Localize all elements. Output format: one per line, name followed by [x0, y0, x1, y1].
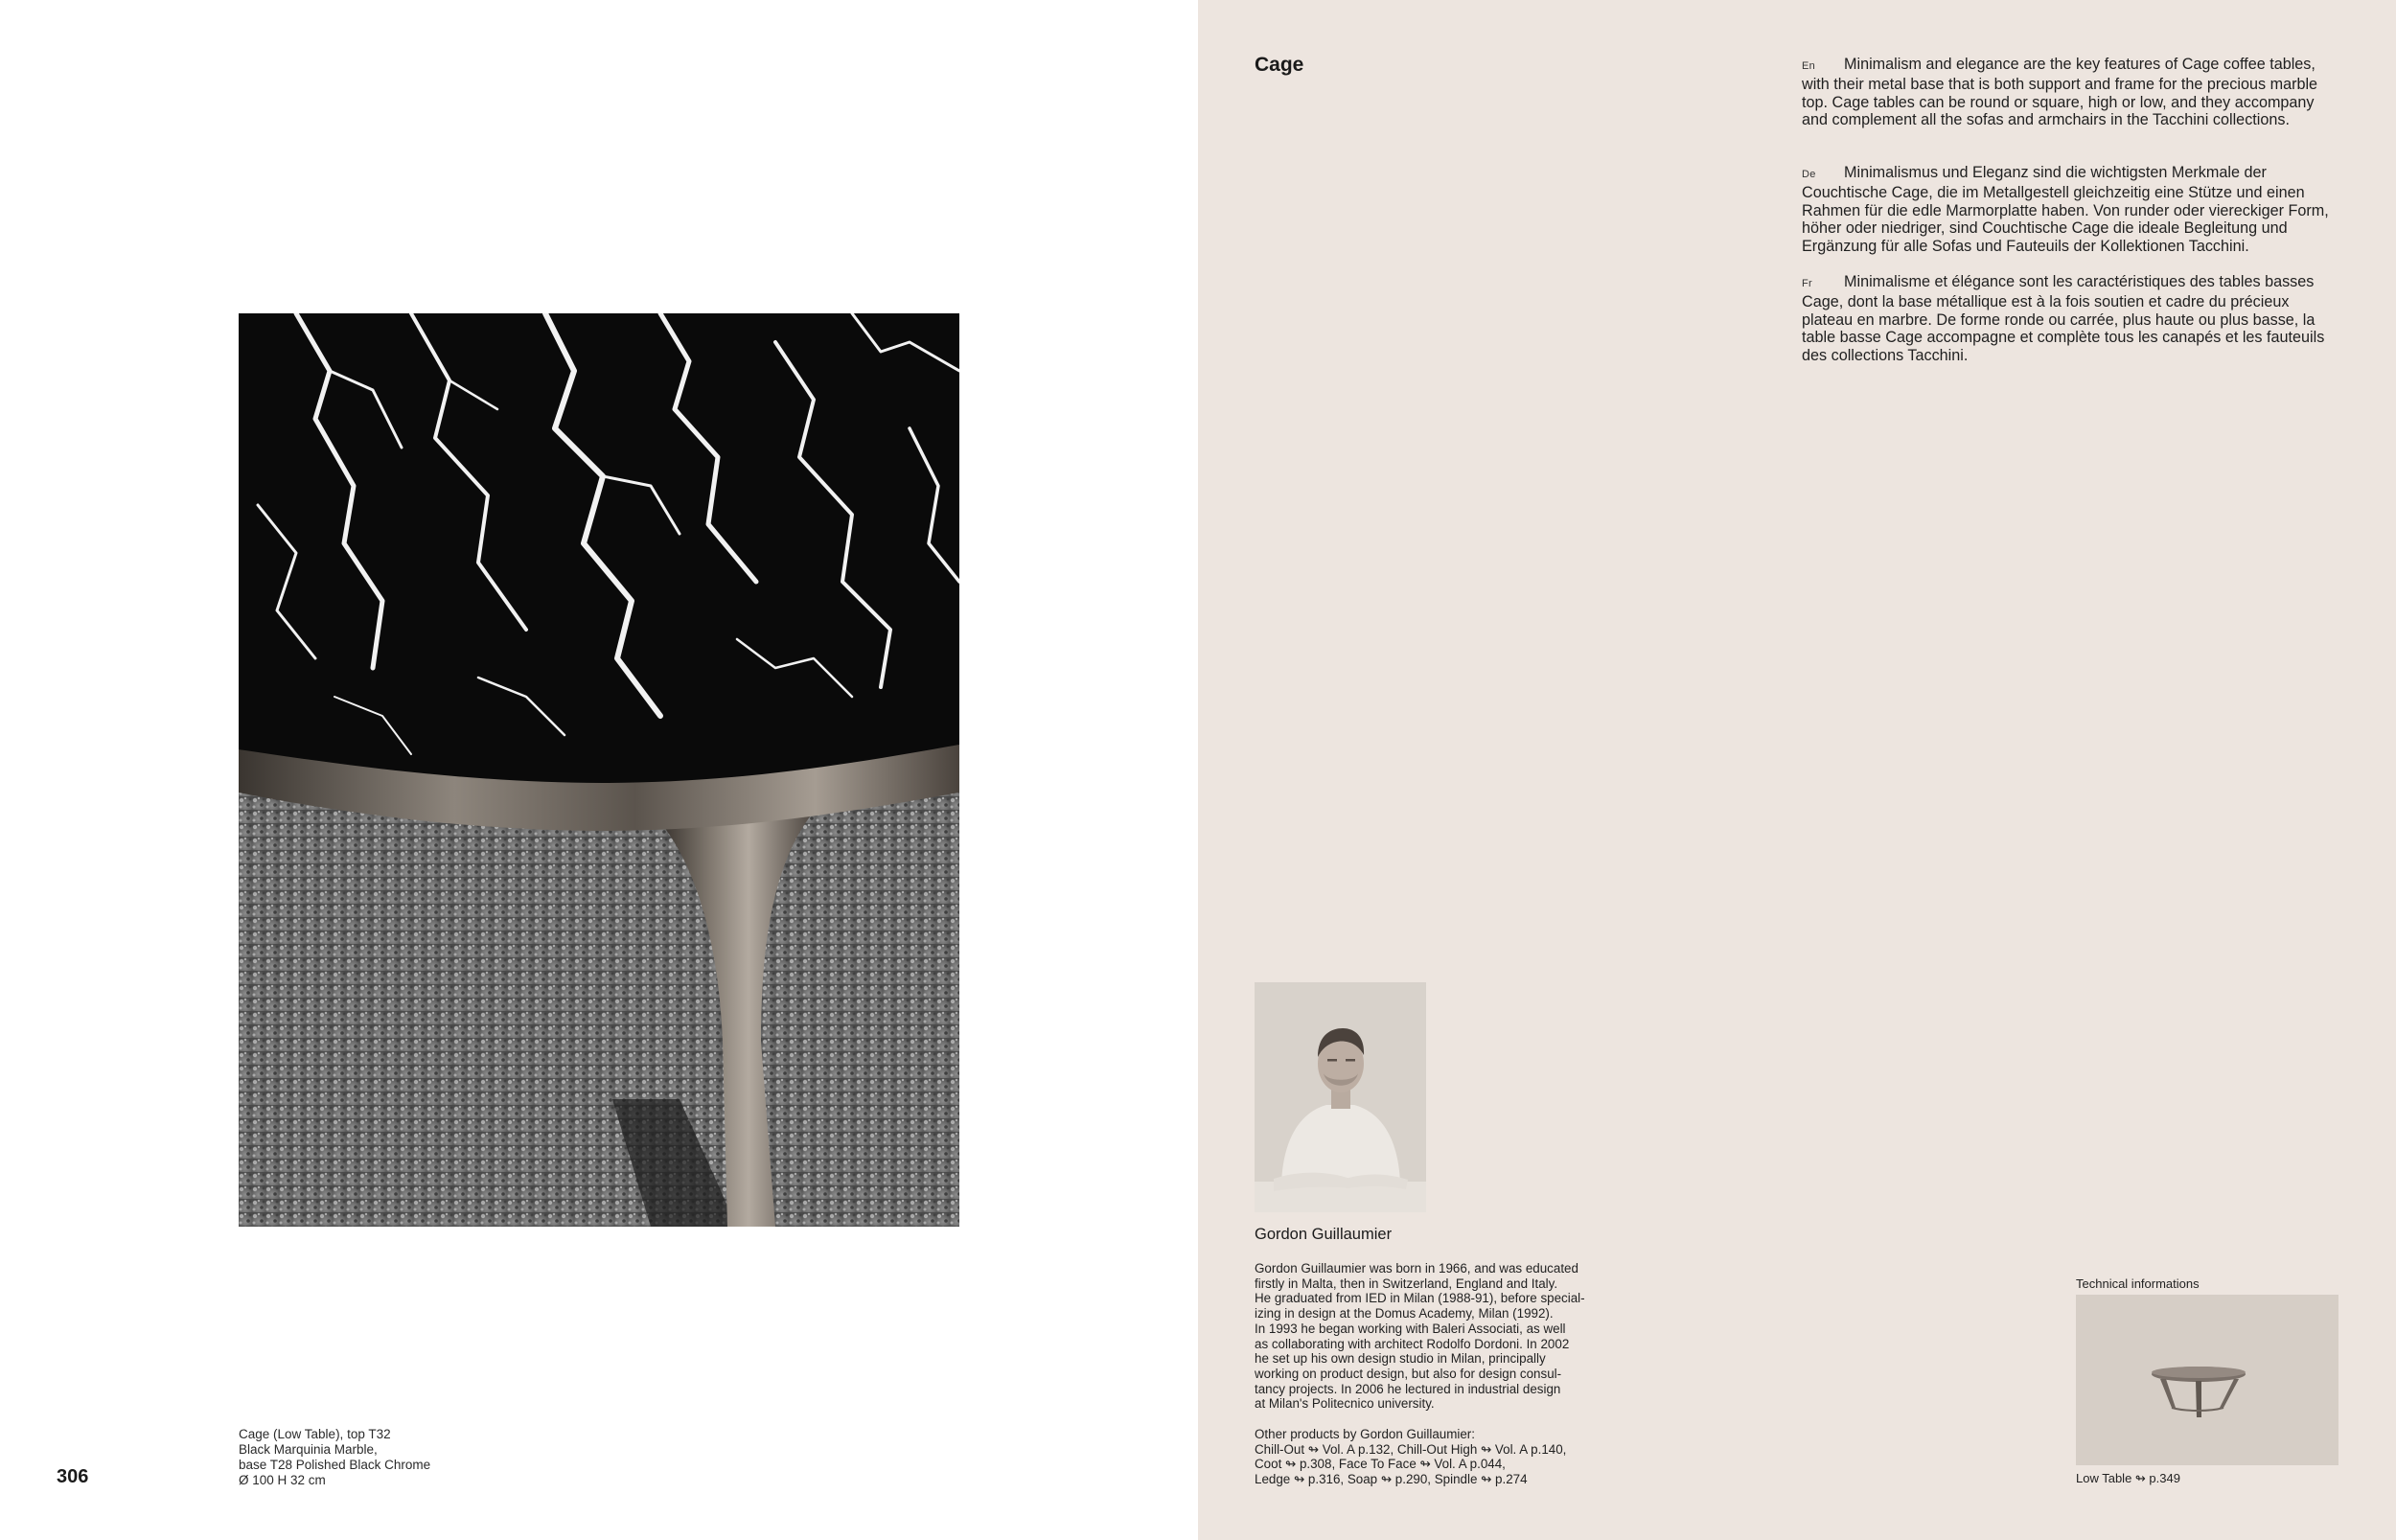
bio-line: He graduated from IED in Milan (1988-91), before special-: [1255, 1291, 1585, 1306]
bio-line: as collaborating with architect Rodolfo Dordoni. In 2002: [1255, 1336, 1570, 1351]
caption-line: Ø 100 H 32 cm: [239, 1473, 326, 1487]
caption-line: Cage (Low Table), top T32: [239, 1427, 391, 1441]
language-label: De: [1802, 169, 1816, 180]
bio-line: tancy projects. In 2006 he lectured in industrial design: [1255, 1381, 1561, 1396]
language-label: Fr: [1802, 278, 1812, 289]
description-text: Minimalisme et élégance sont les caractéristiques des tables basses Cage, dont la base métallique est à la fois soutien et cadre du précieux plateau en marbre. De forme ronde ou carrée, plus haute ou plus basse, la table basse Cage accompagne et complète tous les canapés et les fauteuils des collections Tacchini.: [1802, 273, 2325, 365]
photo-caption: [239, 1427, 526, 1488]
description-de: [1802, 164, 2338, 256]
description-fr: [1802, 273, 2338, 365]
other-products-heading: Other products by Gordon Guillaumier:: [1255, 1427, 1475, 1441]
technical-info-label: Technical informations: [2076, 1276, 2200, 1291]
caption-line: Black Marquinia Marble,: [239, 1442, 378, 1457]
marble-table-photo: [239, 313, 959, 1227]
other-products-line: Chill-Out ↬ Vol. A p.132, Chill-Out High ↬ Vol. A p.140,: [1255, 1441, 1567, 1457]
bio-line: at Milan's Politecnico university.: [1255, 1396, 1435, 1412]
designer-bio: [1255, 1261, 1628, 1412]
description-text: Minimalism and elegance are the key features of Cage coffee tables, with their metal base that is both support and frame for the precious marble top. Cage tables can be round or square, high or low, and they accompany and complement all the sofas and armchairs in the Tacchini collections.: [1802, 56, 2318, 129]
other-products: [1255, 1427, 1657, 1487]
designer-portrait: [1255, 982, 1426, 1212]
bio-line: In 1993 he began working with Baleri Associati, as well: [1255, 1321, 1566, 1336]
other-products-line: Ledge ↬ p.316, Soap ↬ p.290, Spindle ↬ p.274: [1255, 1472, 1528, 1487]
description-text: Minimalismus und Eleganz sind die wichtigsten Merkmale der Couchtische Cage, die im Metallgestell gleichzeitig eine Stütze und einen Rahmen für die edle Marmorplatte haben. Von runder oder viereckiger Form, höher oder niedriger, sind Couchtische Cage die ideale Begleitung und Ergänzung für alle Sofas und Fauteuils der Kollektionen Tacchini.: [1802, 164, 2329, 256]
description-en: [1802, 56, 2338, 129]
product-title: Cage: [1255, 54, 1304, 76]
bio-line: firstly in Malta, then in Switzerland, England and Italy.: [1255, 1276, 1558, 1291]
language-label: En: [1802, 60, 1816, 72]
low-table-drawing: [2076, 1295, 2338, 1465]
caption-line: base T28 Polished Black Chrome: [239, 1458, 431, 1472]
bio-line: he set up his own design studio in Milan, principally: [1255, 1351, 1546, 1367]
designer-name: Gordon Guillaumier: [1255, 1226, 1393, 1243]
bio-line: working on product design, but also for design consul-: [1255, 1366, 1562, 1381]
low-table-reference[interactable]: Low Table ↬ p.349: [2076, 1471, 2180, 1485]
other-products-line: Coot ↬ p.308, Face To Face ↬ Vol. A p.044,: [1255, 1457, 1506, 1472]
page-number: 306: [57, 1466, 89, 1487]
bio-line: Gordon Guillaumier was born in 1966, and was educated: [1255, 1261, 1578, 1276]
bio-line: izing in design at the Domus Academy, Milan (1992).: [1255, 1306, 1554, 1322]
